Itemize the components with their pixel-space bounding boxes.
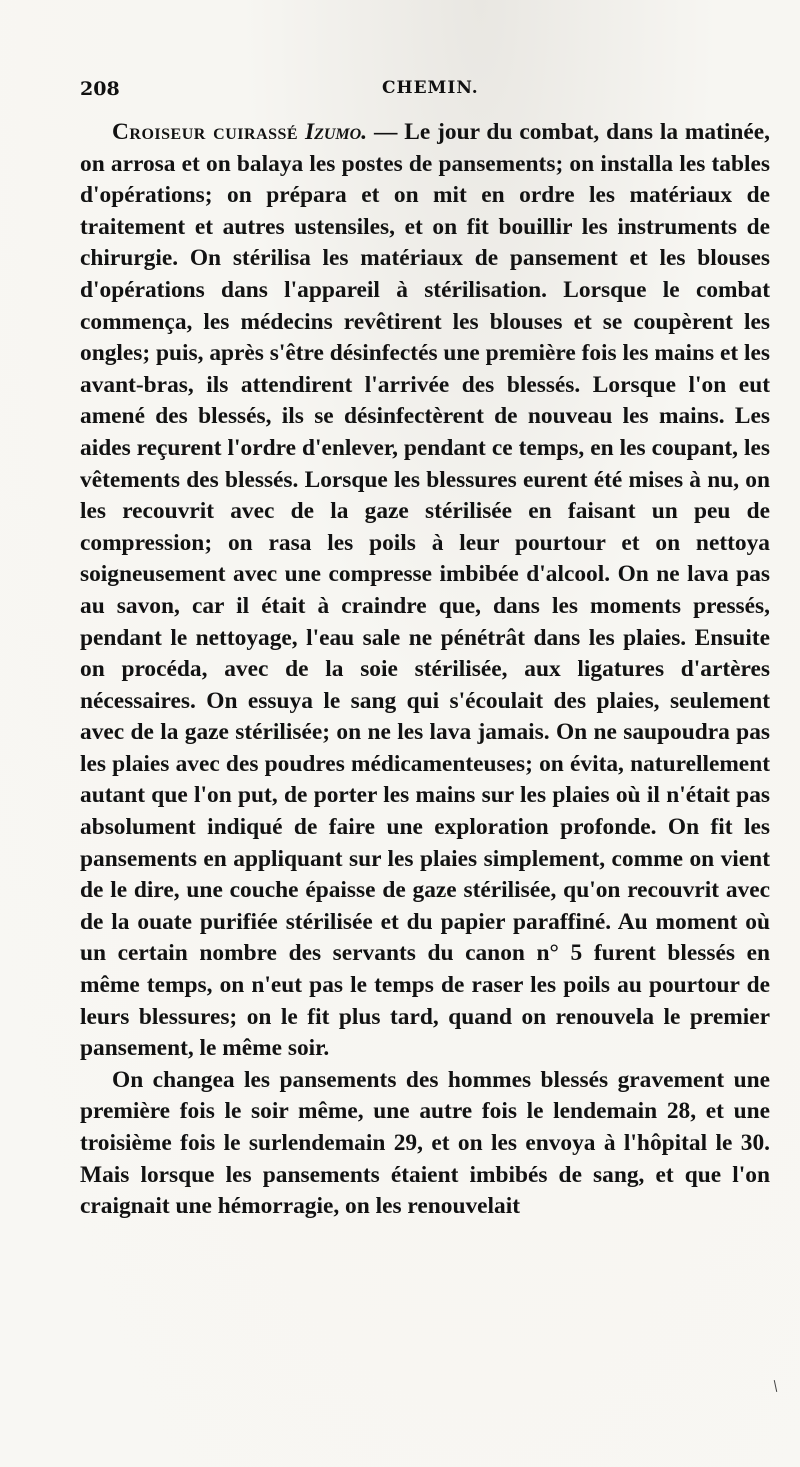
paragraph-text: — Le jour du combat, dans la matinée, on arrosa et on balaya les postes de pansements; on installa les tables d'opérations; on prépara et on mit en ordre les matériaux de traitement et autres ustensiles, et on fit bouillir les instruments de chirurgie. On stérilisa les matériaux de pansement et les blouses d'opérations dans l'appareil à stérilisation. Lorsque le combat commença, les médecins revêtirent les blouses et se coupèrent les ongles; puis, après s'être désinfectés une première fois les mains et les avant-bras, ils attendirent l'arrivée des blessés. Lorsque l'on eut amené des blessés, ils se désinfectèrent de nouveau les mains. Les aides reçurent l'ordre d'enlever, pendant ce temps, en les coupant, les vêtements des blessés. Lorsque les blessures eurent été mises à nu, on les recouvrit avec de la gaze stérilisée en faisant un peu de compression; on rasa les poils à leur pourtour et on nettoya soigneusement avec une compresse imbibée d'alcool. On ne lava pas au savon, car il était à craindre que, dans les moments pressés, pendant le nettoyage, l'eau sale ne pénétrât dans les plaies. Ensuite on procéda, avec de la soie stérilisée, aux ligatures d'artères nécessaires. On essuya le sang qui s'écoulait des plaies, seulement avec de la gaze stérilisée; on ne les lava jamais. On ne saupoudra pas les plaies avec des poudres médicamenteuses; on évita, naturellement autant que l'on put, de porter les mains sur les plaies où il n'était pas absolument indiqué de faire une exploration profonde. On fit les pansements en appliquant sur les plaies simplement, comme on vient de le dire, une couche épaisse de gaze stérilisée, qu'on recouvrit avec de la ouate purifiée stérilisée et du papier paraffiné. Au moment où un certain nombre des servants du canon n° 5 furent blessés en même temps, on n'eut pas le temps de raser les poils au pourtour de leurs blessures; on le fit plus tard, quand on renouvela le premier pansement, le même soir. bbox=[80, 119, 770, 1062]
page-number: 208 bbox=[80, 78, 120, 100]
paragraph-text: On changea les pansements des hommes blessés gravement une première fois le soir même, une autre fois le lendemain 28, et une troisième fois le surlendemain 29, et on les envoya à l'hôpital le 30. Mais lorsque les pansements étaient imbibés de sang, et que l'on craignait une hémorragie, on les renouvelait bbox=[80, 1066, 770, 1220]
paragraph-dressings bbox=[80, 1065, 770, 1223]
ship-name: Izumo. bbox=[305, 119, 368, 145]
page-header bbox=[80, 78, 770, 108]
edge-mark bbox=[774, 1380, 777, 1392]
running-head: CHEMIN. bbox=[382, 78, 479, 98]
body-text bbox=[80, 117, 770, 1223]
paragraph-lead-caps: Croiseur cuirassé bbox=[112, 119, 299, 145]
paragraph-izumo bbox=[80, 117, 770, 1065]
